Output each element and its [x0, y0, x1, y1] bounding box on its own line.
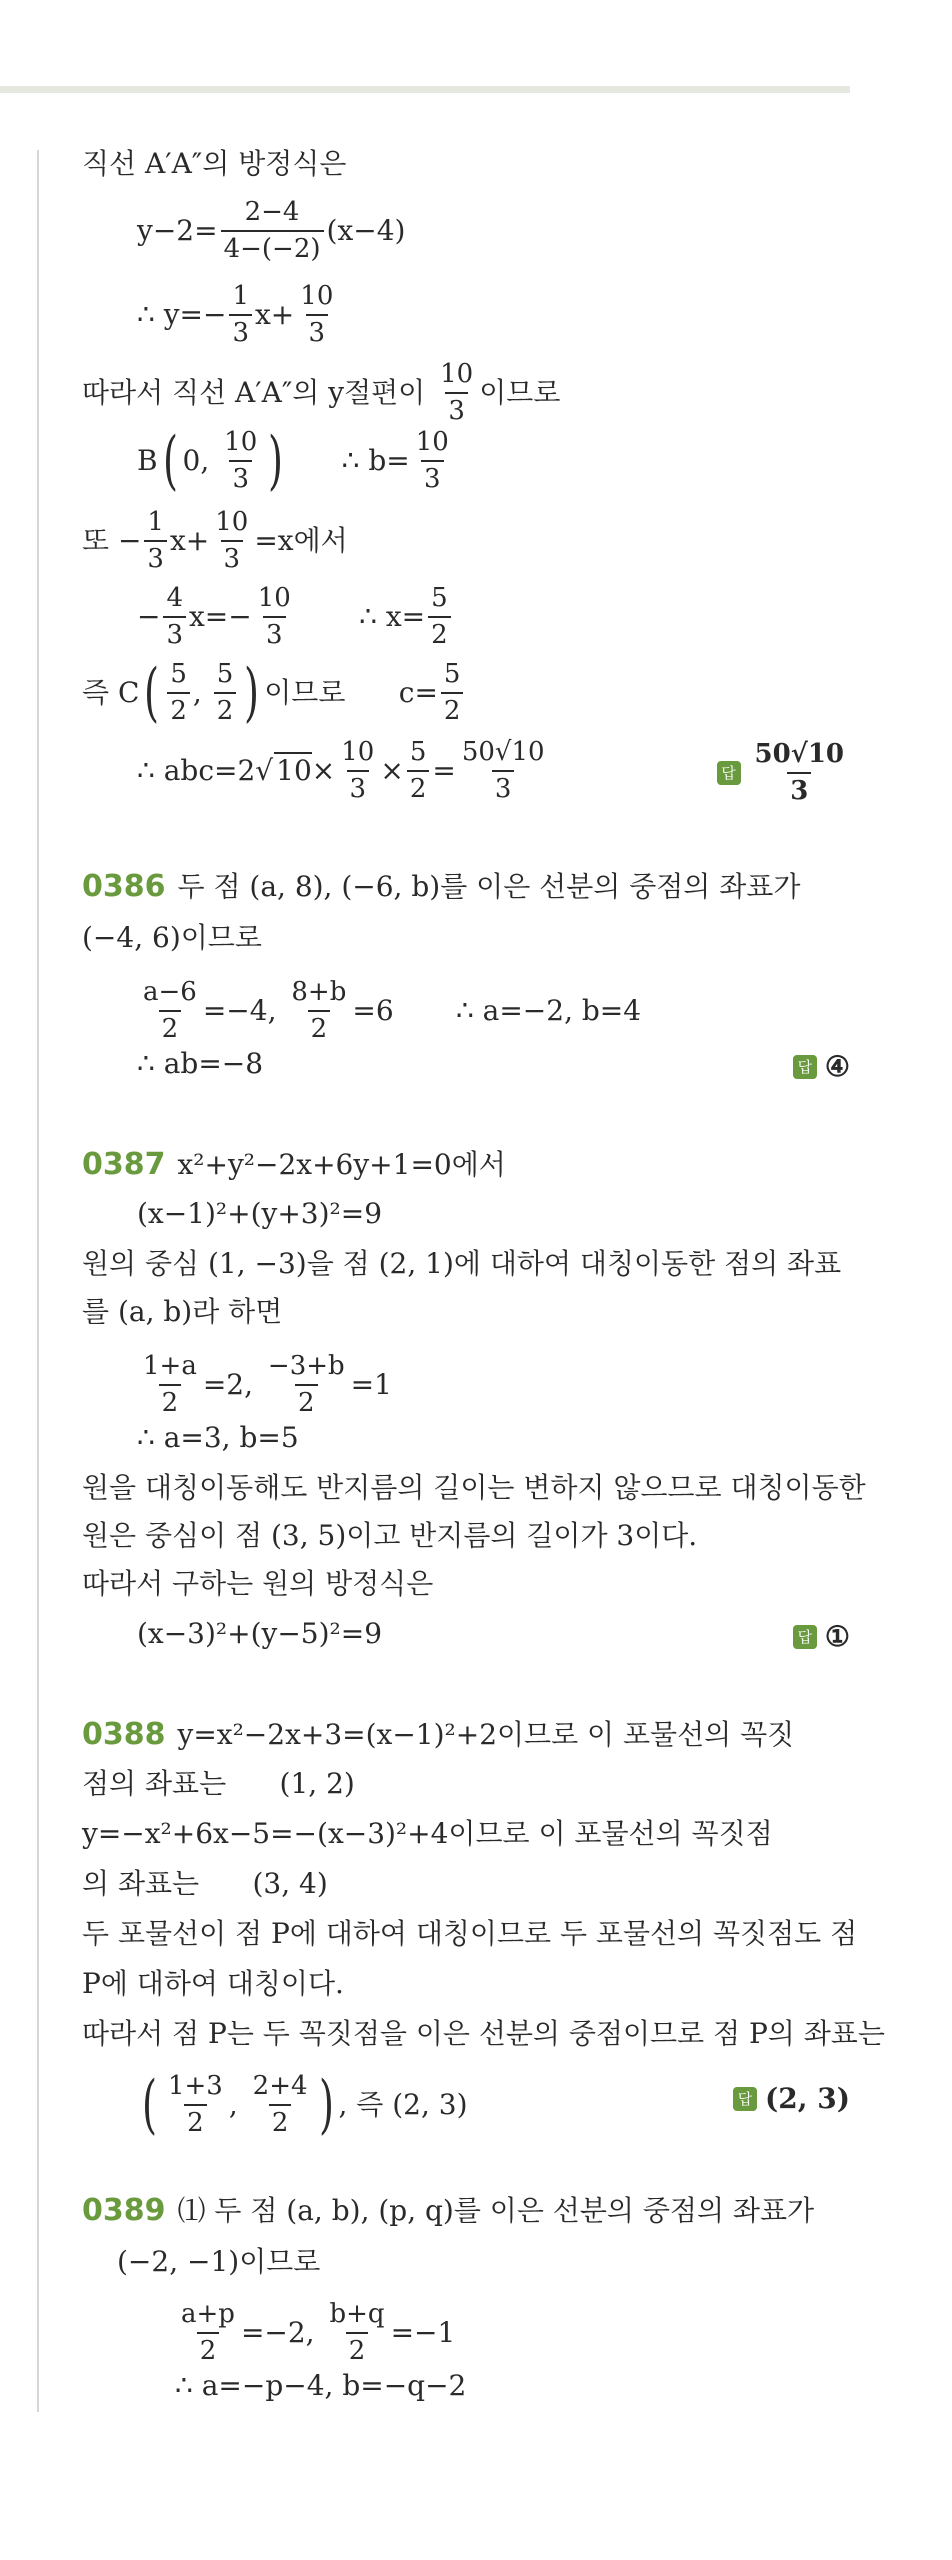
math-line — [82, 1967, 344, 2000]
text-run: =2, — [202, 1367, 262, 1401]
fraction — [437, 360, 476, 425]
text-run: x²+y²−2x+6y+1=0에서 — [177, 1148, 506, 1181]
fraction-numerator: 50√10 — [754, 739, 844, 769]
fraction-denominator: 3 — [445, 392, 468, 426]
fraction-numerator: a−6 — [143, 977, 197, 1007]
fraction-denominator: 2 — [428, 616, 451, 650]
fraction-numerator: 1+3 — [167, 2071, 223, 2101]
text-run: (x−1)²+(y+3)²=9 — [137, 1197, 383, 1230]
text-run: 이므로 — [479, 375, 561, 409]
big-paren: ) — [268, 423, 284, 498]
text-run: 따라서 구하는 원의 방정식은 — [82, 1567, 434, 1600]
fraction — [428, 584, 451, 649]
fraction-denominator: 3 — [144, 540, 167, 574]
fraction-numerator: 5 — [216, 659, 234, 689]
text-run: = — [432, 753, 456, 787]
fraction-numerator: 2−4 — [244, 197, 300, 227]
fraction-numerator: a+p — [181, 2299, 235, 2329]
text-run: 이므로 c= — [264, 675, 438, 709]
text-run: 즉 C — [82, 675, 140, 709]
fraction-denominator: 3 — [229, 460, 252, 494]
text-run: =−1 — [390, 2315, 456, 2349]
answer-value: ④ — [824, 1050, 850, 1083]
fraction — [459, 738, 548, 803]
text-run: 원은 중심이 점 (3, 5)이고 반지름의 길이가 3이다. — [82, 1519, 698, 1552]
fraction-denominator: 2 — [159, 1384, 182, 1418]
text-run: − — [137, 599, 161, 633]
fraction-denominator: 4−(−2) — [221, 230, 324, 264]
fraction-denominator: 2 — [308, 1010, 331, 1044]
answer-badge: 답 — [733, 2087, 757, 2111]
fraction-denominator: 3 — [263, 616, 286, 650]
answer-block — [793, 1050, 850, 1083]
math-line — [175, 2300, 455, 2365]
text-run: 두 점 (a, 8), (−6, b)를 이은 선분의 중점의 좌표가 — [177, 870, 801, 903]
answer-badge: 답 — [717, 761, 741, 785]
fraction-numerator: 10 — [440, 359, 474, 389]
math-line — [137, 584, 454, 649]
math-line — [82, 869, 801, 904]
big-paren: ( — [162, 423, 178, 498]
big-paren: ( — [144, 655, 160, 730]
text-run: × — [311, 753, 336, 787]
math-line — [82, 1147, 506, 1182]
fraction-numerator: 2+4 — [252, 2071, 308, 2101]
problem-number: 0386 — [82, 869, 166, 904]
fraction-denominator: 3 — [347, 770, 370, 804]
fraction-numerator: 10 — [341, 737, 375, 767]
fraction — [140, 1352, 200, 1417]
math-line — [82, 147, 347, 180]
answer-block — [793, 1620, 850, 1653]
text-run: B — [137, 443, 158, 477]
text-run: =x에서 — [254, 523, 348, 557]
text-run: ∴ abc=2 — [137, 753, 256, 787]
fraction-numerator: 5 — [443, 659, 461, 689]
fraction-numerator: 10 — [415, 427, 449, 457]
problem-number: 0389 — [82, 2193, 166, 2228]
text-run: =−2, — [240, 2315, 324, 2349]
fraction-numerator: 50√10 — [461, 737, 545, 767]
fraction-numerator: 8+b — [291, 977, 347, 1007]
text-run: ⑴ 두 점 (a, b), (p, q)를 이은 선분의 중점의 좌표가 — [177, 2194, 815, 2227]
math-line — [137, 1421, 299, 1454]
sqrt-expression — [255, 753, 312, 787]
text-run: , — [192, 675, 211, 709]
fraction — [140, 978, 200, 1043]
math-line — [117, 2245, 321, 2278]
sqrt-radicand: 10 — [276, 753, 312, 787]
fraction-numerator: 1+a — [143, 1351, 197, 1381]
fraction-numerator: b+q — [329, 2299, 385, 2329]
math-line — [137, 423, 455, 498]
fraction-numerator: 10 — [224, 427, 258, 457]
answer-badge: 답 — [793, 1055, 817, 1079]
fraction — [250, 2072, 311, 2137]
fraction — [178, 2300, 238, 2365]
fraction-denominator: 3 — [221, 540, 244, 574]
answer-value: (2, 3) — [765, 2082, 850, 2115]
text-run: =−4, — [202, 993, 286, 1027]
math-line — [82, 2017, 885, 2050]
fraction — [441, 660, 464, 725]
text-run: ∴ x= — [296, 599, 426, 633]
text-run: (x−3)²+(y−5)²=9 — [137, 1617, 383, 1650]
fraction-denominator: 3 — [492, 770, 515, 804]
text-run: y=−x²+6x−5=−(x−3)²+4이므로 이 포물선의 꼭짓점 — [82, 1817, 773, 1850]
fraction — [265, 1352, 348, 1417]
math-line — [175, 2369, 467, 2402]
math-line — [82, 655, 466, 730]
fraction — [229, 282, 252, 347]
math-line — [137, 1047, 264, 1080]
fraction-denominator: 2 — [167, 692, 190, 726]
text-run: y−2= — [137, 213, 218, 247]
math-line — [137, 282, 339, 347]
text-run: y=x²−2x+3=(x−1)²+2이므로 이 포물선의 꼭짓 — [177, 1718, 795, 1751]
fraction-numerator: 10 — [257, 583, 291, 613]
answer-value: ① — [824, 1620, 850, 1653]
fraction — [288, 978, 349, 1043]
fraction — [326, 2300, 387, 2365]
fraction-denominator: 2 — [197, 2332, 220, 2366]
fraction-numerator: 5 — [409, 737, 427, 767]
fraction-numerator: −3+b — [267, 1351, 345, 1381]
text-run: ∴ ab=−8 — [137, 1047, 264, 1080]
fraction-denominator: 2 — [269, 2104, 292, 2138]
math-line — [82, 1471, 866, 1504]
fraction — [144, 508, 167, 573]
fraction-numerator: 1 — [232, 281, 250, 311]
problem-number: 0387 — [82, 1147, 166, 1182]
math-line — [137, 1617, 383, 1650]
math-line — [82, 1917, 858, 1950]
fraction-denominator: 3 — [421, 460, 444, 494]
math-line — [82, 1717, 795, 1752]
text-run: 따라서 직선 A′A″의 y절편이 — [82, 375, 435, 409]
text-run: 직선 A′A″의 방정식은 — [82, 147, 347, 180]
math-line — [82, 921, 262, 954]
fraction-denominator: 2 — [441, 692, 464, 726]
fraction-denominator: 3 — [787, 772, 811, 806]
fraction — [407, 738, 430, 803]
text-run: (x−4) — [326, 213, 406, 247]
fraction-denominator: 2 — [214, 692, 237, 726]
fraction — [255, 584, 294, 649]
text-run: , 즉 (2, 3) — [338, 2087, 468, 2121]
text-run: ∴ a=−p−4, b=−q−2 — [175, 2369, 467, 2402]
math-line — [137, 2067, 468, 2142]
fraction — [297, 282, 336, 347]
text-run: 또 − — [82, 523, 142, 557]
text-run: x+ — [169, 523, 210, 557]
fraction-denominator: 2 — [346, 2332, 369, 2366]
fraction-numerator: 10 — [215, 507, 249, 537]
big-paren: ( — [141, 2067, 157, 2142]
fraction-numerator: 10 — [300, 281, 334, 311]
fraction — [214, 660, 237, 725]
fraction-denominator: 2 — [295, 1384, 318, 1418]
fraction-denominator: 2 — [407, 770, 430, 804]
sqrt-radical: √ — [255, 753, 274, 787]
problem-number: 0388 — [82, 1717, 166, 1752]
text-run: 점의 좌표는 (1, 2) — [82, 1767, 355, 1800]
text-run: 를 (a, b)라 하면 — [82, 1295, 283, 1328]
fraction-denominator: 2 — [184, 2104, 207, 2138]
text-run: x=− — [189, 599, 252, 633]
fraction-numerator: 4 — [166, 583, 184, 613]
answer-badge: 답 — [793, 1625, 817, 1649]
fraction-denominator: 3 — [163, 616, 186, 650]
text-run: 원의 중심 (1, −3)을 점 (2, 1)에 대하여 대칭이동한 점의 좌표 — [82, 1247, 842, 1280]
math-line — [82, 1817, 773, 1850]
fraction-denominator: 3 — [306, 314, 329, 348]
math-line — [137, 198, 405, 263]
text-run: =6 ∴ a=−2, b=4 — [352, 993, 642, 1027]
math-line — [82, 1519, 698, 1552]
text-run: =1 — [350, 1367, 392, 1401]
text-run: (−2, −1)이므로 — [117, 2245, 321, 2278]
math-line — [137, 978, 641, 1043]
fraction — [165, 2072, 226, 2137]
math-line — [82, 1767, 355, 1800]
text-run: 0, — [182, 443, 219, 477]
text-run: , — [228, 2087, 247, 2121]
big-paren: ) — [244, 655, 260, 730]
fraction — [163, 584, 186, 649]
fraction — [167, 660, 190, 725]
text-run: 의 좌표는 (3, 4) — [82, 1867, 328, 1900]
answer-block — [717, 740, 850, 805]
text-run: 두 포물선이 점 P에 대하여 대칭이므로 두 포물선의 꼭짓점도 점 — [82, 1917, 858, 1950]
math-line — [82, 1867, 328, 1900]
fraction-numerator: 5 — [431, 583, 448, 613]
fraction — [221, 428, 260, 493]
math-line — [82, 1295, 283, 1328]
text-run: (−4, 6)이므로 — [82, 921, 262, 954]
fraction-numerator: 1 — [147, 507, 164, 537]
text-run: ∴ y=− — [137, 297, 227, 331]
fraction — [413, 428, 452, 493]
math-line — [82, 1567, 434, 1600]
math-line — [137, 1197, 383, 1230]
text-run: 따라서 점 P는 두 꼭짓점을 이은 선분의 중점이므로 점 P의 좌표는 — [82, 2017, 885, 2050]
text-run: 원을 대칭이동해도 반지름의 길이는 변하지 않으므로 대칭이동한 — [82, 1471, 866, 1504]
fraction — [221, 198, 324, 263]
text-run: x+ — [255, 297, 295, 331]
big-paren: ) — [318, 2067, 334, 2142]
math-line — [82, 508, 348, 573]
fraction — [338, 738, 377, 803]
fraction — [752, 740, 847, 805]
text-run: ∴ b= — [288, 443, 410, 477]
fraction-numerator: 5 — [170, 659, 187, 689]
math-line — [82, 2193, 815, 2228]
math-line — [137, 1352, 392, 1417]
fraction — [212, 508, 251, 573]
math-line — [82, 1247, 842, 1280]
math-line — [82, 360, 560, 425]
fraction-denominator: 2 — [159, 1010, 182, 1044]
text-run: × — [380, 753, 404, 787]
answer-block — [733, 2082, 850, 2115]
math-line — [137, 738, 551, 803]
fraction-denominator: 3 — [229, 314, 252, 348]
text-run: ∴ a=3, b=5 — [137, 1421, 299, 1454]
text-run: P에 대하여 대칭이다. — [82, 1967, 344, 2000]
